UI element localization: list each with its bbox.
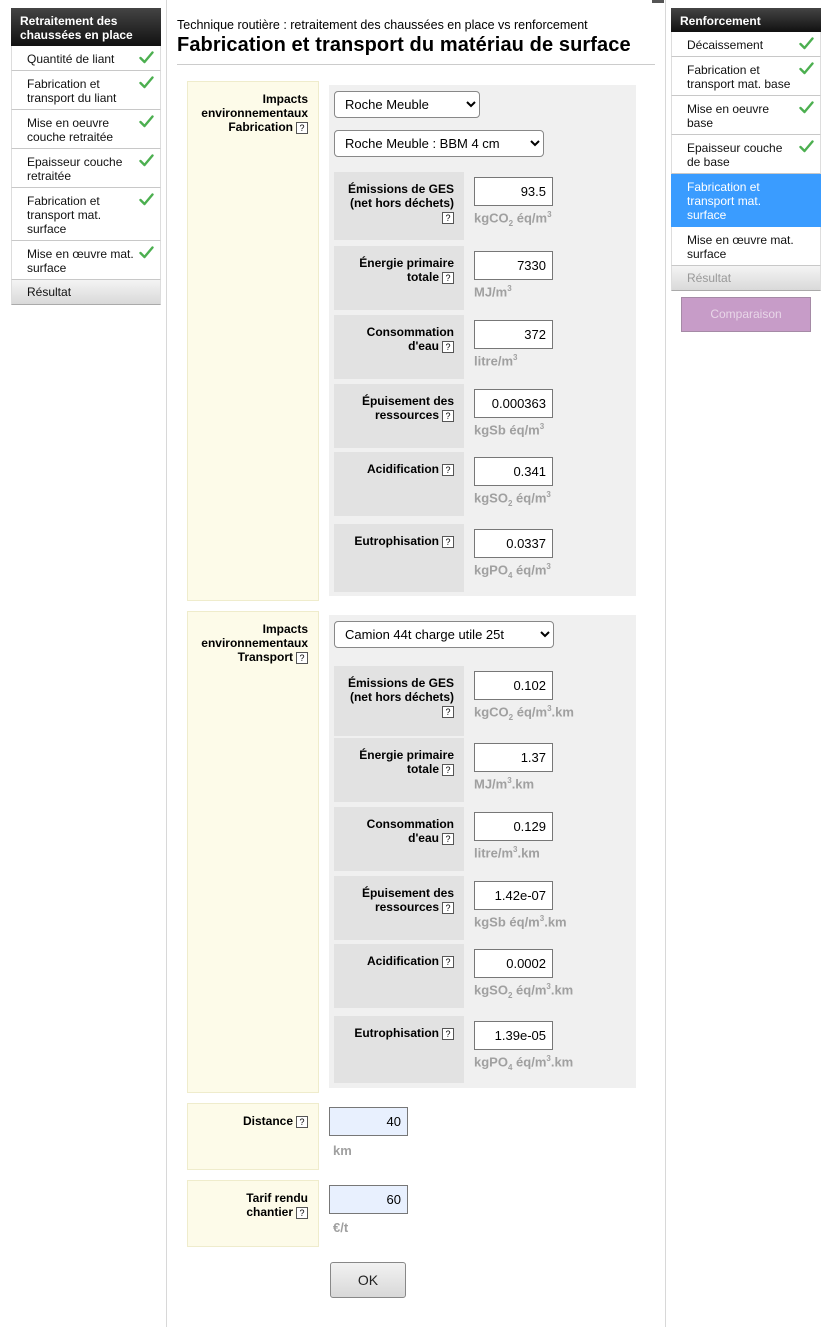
checkmark-icon bbox=[799, 62, 814, 75]
right-sidebar bbox=[671, 8, 821, 291]
metric-value-input[interactable] bbox=[474, 389, 553, 418]
left-sidebar-item-label: Epaisseur couche retraitée bbox=[27, 155, 123, 183]
help-icon[interactable]: ? bbox=[442, 212, 454, 224]
checkmark-icon bbox=[139, 51, 154, 64]
right-sidebar-item[interactable] bbox=[671, 96, 821, 135]
help-icon[interactable]: ? bbox=[442, 706, 454, 718]
fabrication-label-line2: environnementaux bbox=[201, 106, 308, 120]
metric-label-text: Eutrophisation bbox=[354, 534, 439, 548]
distance-unit: km bbox=[333, 1143, 352, 1158]
distance-label: Distance bbox=[242, 1114, 293, 1128]
fabrication-label-line1: Impacts bbox=[262, 92, 308, 106]
left-sidebar-item[interactable] bbox=[11, 188, 161, 241]
left-sidebar-item[interactable] bbox=[11, 46, 161, 71]
help-icon[interactable]: ? bbox=[442, 833, 454, 845]
transport-label-line2: environnementaux bbox=[201, 636, 308, 650]
metric-unit: $MJ/m^3.km$ bbox=[474, 776, 535, 792]
checkmark-icon bbox=[139, 76, 154, 89]
tarif-unit: €/t bbox=[333, 1220, 349, 1235]
right-sidebar-item[interactable] bbox=[671, 227, 821, 266]
help-icon[interactable]: ? bbox=[296, 652, 308, 664]
metric-unit: kgSO$_2$ $éq/m^3.km$ bbox=[474, 982, 574, 1000]
metric-label-text: Consommation d'eau bbox=[366, 817, 454, 845]
metric-label bbox=[334, 246, 464, 310]
left-sidebar-item-label: Fabrication et transport du liant bbox=[27, 77, 117, 105]
transport-group bbox=[329, 615, 636, 1088]
left-result-item[interactable]: Résultat bbox=[11, 280, 161, 305]
ok-button[interactable]: OK bbox=[330, 1262, 406, 1298]
checkmark-icon bbox=[139, 246, 154, 259]
left-sidebar-item-label: Mise en œuvre mat. surface bbox=[27, 247, 134, 275]
metric-value-input[interactable] bbox=[474, 320, 553, 349]
metric-label bbox=[334, 524, 464, 592]
right-sidebar-item[interactable] bbox=[671, 174, 821, 227]
left-sidebar-item-label: Quantité de liant bbox=[27, 52, 115, 66]
right-result-item: Résultat bbox=[671, 266, 821, 291]
metric-label bbox=[334, 384, 464, 448]
left-sidebar-item[interactable] bbox=[11, 149, 161, 188]
checkmark-icon bbox=[799, 140, 814, 153]
metric-label bbox=[334, 807, 464, 871]
left-sidebar-item[interactable] bbox=[11, 110, 161, 149]
metric-label bbox=[334, 944, 464, 1008]
metric-label-text: Émissions de GES (net hors déchets) bbox=[347, 676, 454, 704]
transport-label-box bbox=[187, 611, 319, 1093]
metric-unit: litre/$m^3$ bbox=[474, 353, 518, 369]
help-icon[interactable]: ? bbox=[442, 1028, 454, 1040]
right-sidebar-item-label: Fabrication et transport mat. base bbox=[687, 63, 791, 91]
help-icon[interactable]: ? bbox=[442, 272, 454, 284]
metric-label bbox=[334, 876, 464, 940]
checkmark-icon bbox=[799, 37, 814, 50]
left-sidebar-item-label: Fabrication et transport mat. surface bbox=[27, 194, 102, 236]
transport-label-line3: Transport bbox=[237, 650, 293, 664]
left-sidebar-item[interactable] bbox=[11, 241, 161, 280]
main-panel bbox=[166, 0, 666, 1327]
metric-value-input[interactable] bbox=[474, 529, 553, 558]
help-icon[interactable]: ? bbox=[442, 536, 454, 548]
metric-unit: kgSb $éq/m^3.km$ bbox=[474, 914, 567, 930]
metric-value-input[interactable] bbox=[474, 251, 553, 280]
metric-label-text: Acidification bbox=[366, 954, 439, 968]
metric-label bbox=[334, 666, 464, 736]
metric-unit: kgCO$_2$ $éq/m^3$ bbox=[474, 210, 552, 228]
help-icon[interactable]: ? bbox=[442, 410, 454, 422]
distance-label-box bbox=[187, 1103, 319, 1170]
metric-label-text: Émissions de GES (net hors déchets) bbox=[347, 182, 454, 210]
right-sidebar-title: Renforcement bbox=[671, 8, 821, 32]
metric-label bbox=[334, 172, 464, 240]
fabrication-group bbox=[329, 85, 636, 596]
checkmark-icon bbox=[139, 154, 154, 167]
checkmark-icon bbox=[799, 101, 814, 114]
help-icon[interactable]: ? bbox=[442, 956, 454, 968]
left-sidebar-item[interactable] bbox=[11, 71, 161, 110]
tarif-label-line2: chantier bbox=[246, 1205, 293, 1219]
transport-label-line1: Impacts bbox=[262, 622, 308, 636]
metric-label-text: Eutrophisation bbox=[354, 1026, 439, 1040]
metric-label-text: Énergie primaire totale bbox=[359, 256, 454, 284]
metric-label bbox=[334, 315, 464, 379]
metric-label bbox=[334, 1016, 464, 1083]
page-subtitle: Technique routière : retraitement des chaussées en place vs renforcement bbox=[177, 18, 588, 32]
metric-value-input[interactable] bbox=[474, 949, 553, 978]
distance-input[interactable] bbox=[329, 1107, 408, 1136]
metric-value-input[interactable] bbox=[474, 177, 553, 206]
metric-label-text: Énergie primaire totale bbox=[359, 748, 454, 776]
metric-label bbox=[334, 452, 464, 516]
metric-unit: $MJ/m^3$ bbox=[474, 284, 512, 300]
checkmark-icon bbox=[139, 115, 154, 128]
right-sidebar-item[interactable] bbox=[671, 135, 821, 174]
metric-value-input[interactable] bbox=[474, 881, 553, 910]
metric-unit: litre/$m^3.km$ bbox=[474, 845, 540, 861]
right-sidebar-item-label: Epaisseur couche de base bbox=[687, 141, 783, 169]
right-sidebar-item[interactable] bbox=[671, 32, 821, 57]
right-sidebar-item-label: Décaissement bbox=[687, 38, 764, 52]
metric-unit: kgPO$_4$ $éq/m^3.km$ bbox=[474, 1054, 574, 1072]
metric-label-text: Épuisement des ressources bbox=[361, 886, 454, 914]
right-sidebar-items bbox=[671, 32, 821, 266]
metric-unit: kgSO$_2$ $éq/m^3$ bbox=[474, 490, 551, 508]
left-sidebar bbox=[11, 8, 161, 305]
help-icon[interactable]: ? bbox=[296, 1116, 308, 1128]
metric-value-input[interactable] bbox=[474, 743, 553, 772]
metric-value-input[interactable] bbox=[474, 812, 553, 841]
metric-unit: kgCO$_2$ $éq/m^3.km$ bbox=[474, 704, 574, 722]
metric-unit: kgPO$_4$ $éq/m^3$ bbox=[474, 562, 551, 580]
help-icon[interactable]: ? bbox=[442, 464, 454, 476]
compare-button[interactable]: Comparaison bbox=[681, 297, 811, 332]
checkmark-icon bbox=[139, 193, 154, 206]
help-icon[interactable]: ? bbox=[296, 122, 308, 134]
truck-select[interactable] bbox=[334, 621, 554, 648]
right-sidebar-item-label: Mise en œuvre mat. surface bbox=[687, 233, 794, 261]
left-sidebar-title: Retraitement des chaussées en place bbox=[11, 8, 161, 46]
help-icon[interactable]: ? bbox=[442, 764, 454, 776]
page-title: Fabrication et transport du matériau de surface bbox=[177, 34, 631, 56]
tarif-input[interactable] bbox=[329, 1185, 408, 1214]
help-icon[interactable]: ? bbox=[442, 902, 454, 914]
material-select[interactable] bbox=[334, 91, 480, 118]
metric-value-input[interactable] bbox=[474, 671, 553, 700]
fabrication-label-line3: Fabrication bbox=[228, 120, 293, 134]
product-select[interactable] bbox=[334, 130, 544, 157]
metric-unit: kgSb $éq/m^3$ bbox=[474, 422, 545, 438]
metric-value-input[interactable] bbox=[474, 1021, 553, 1050]
fabrication-label-box bbox=[187, 81, 319, 601]
right-sidebar-item-label: Mise en oeuvre base bbox=[687, 102, 770, 130]
metric-label-text: Consommation d'eau bbox=[366, 325, 454, 353]
metric-label bbox=[334, 738, 464, 802]
right-sidebar-item-label: Fabrication et transport mat. surface bbox=[687, 180, 762, 222]
right-sidebar-item[interactable] bbox=[671, 57, 821, 96]
tarif-label-line1: Tarif rendu bbox=[246, 1191, 308, 1205]
metric-label-text: Acidification bbox=[366, 462, 439, 476]
title-divider bbox=[177, 64, 655, 65]
tarif-label-box bbox=[187, 1180, 319, 1247]
left-sidebar-items bbox=[11, 46, 161, 280]
help-icon[interactable]: ? bbox=[442, 341, 454, 353]
metric-label-text: Épuisement des ressources bbox=[361, 394, 454, 422]
left-sidebar-item-label: Mise en oeuvre couche retraitée bbox=[27, 116, 114, 144]
help-icon[interactable]: ? bbox=[296, 1207, 308, 1219]
metric-value-input[interactable] bbox=[474, 457, 553, 486]
